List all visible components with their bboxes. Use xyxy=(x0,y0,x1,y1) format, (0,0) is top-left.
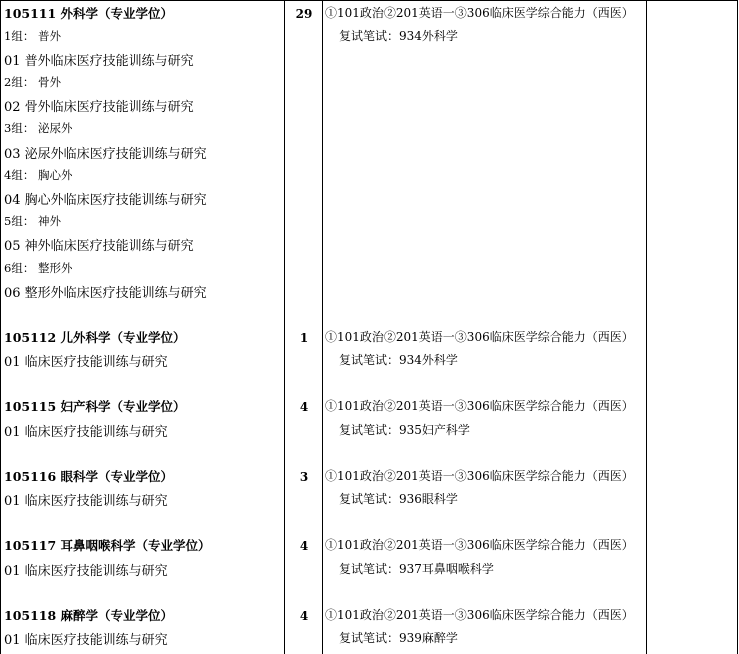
exam-subjects: ①101政治②201英语一③306临床医学综合能力（西医） xyxy=(325,399,634,413)
group-label: 3组： 泌尿外 xyxy=(4,121,73,135)
exam-subjects: ①101政治②201英语一③306临床医学综合能力（西医） xyxy=(325,608,634,622)
research-direction: 01 临床医疗技能训练与研究 xyxy=(4,564,168,579)
group-label: 2组： 骨外 xyxy=(4,75,61,89)
research-direction: 04 胸心外临床医疗技能训练与研究 xyxy=(4,193,207,208)
group-label: 5组： 神外 xyxy=(4,214,61,228)
enrollment-count: 1 xyxy=(299,331,309,345)
program-title: 105116 眼科学（专业学位） xyxy=(4,469,174,484)
program-title: 105115 妇产科学（专业学位） xyxy=(4,399,186,414)
retest-subject: 复试笔试：936眼科学 xyxy=(339,492,458,506)
exam-subjects: ①101政治②201英语一③306临床医学综合能力（西医） xyxy=(325,330,634,344)
table-border-left xyxy=(0,0,1,654)
enrollment-count: 4 xyxy=(299,400,309,414)
table-border-top xyxy=(0,0,738,1)
retest-subject: 复试笔试：934外科学 xyxy=(339,29,458,43)
table-border-right xyxy=(737,0,738,654)
column-divider-3 xyxy=(646,0,647,654)
enrollment-count: 3 xyxy=(299,470,309,484)
program-title: 105117 耳鼻咽喉科学（专业学位） xyxy=(4,538,211,553)
research-direction: 02 骨外临床医疗技能训练与研究 xyxy=(4,100,194,115)
enrollment-count: 4 xyxy=(299,539,309,553)
research-direction: 01 临床医疗技能训练与研究 xyxy=(4,425,168,440)
research-direction: 01 临床医疗技能训练与研究 xyxy=(4,355,168,370)
research-direction: 05 神外临床医疗技能训练与研究 xyxy=(4,239,194,254)
retest-subject: 复试笔试：935妇产科学 xyxy=(339,423,470,437)
retest-subject: 复试笔试：934外科学 xyxy=(339,353,458,367)
exam-subjects: ①101政治②201英语一③306临床医学综合能力（西医） xyxy=(325,538,634,552)
research-direction: 03 泌尿外临床医疗技能训练与研究 xyxy=(4,147,207,162)
group-label: 1组： 普外 xyxy=(4,29,61,43)
enrollment-count: 29 xyxy=(295,7,313,21)
enrollment-count: 4 xyxy=(299,609,309,623)
column-divider-1 xyxy=(284,0,285,654)
research-direction: 01 普外临床医疗技能训练与研究 xyxy=(4,54,194,69)
retest-subject: 复试笔试：937耳鼻咽喉科学 xyxy=(339,562,494,576)
column-divider-2 xyxy=(322,0,323,654)
exam-subjects: ①101政治②201英语一③306临床医学综合能力（西医） xyxy=(325,6,634,20)
exam-subjects: ①101政治②201英语一③306临床医学综合能力（西医） xyxy=(325,469,634,483)
retest-subject: 复试笔试：939麻醉学 xyxy=(339,631,458,645)
group-label: 4组： 胸心外 xyxy=(4,168,73,182)
program-title: 105118 麻醉学（专业学位） xyxy=(4,608,174,623)
group-label: 6组： 整形外 xyxy=(4,261,73,275)
research-direction: 06 整形外临床医疗技能训练与研究 xyxy=(4,286,207,301)
program-title: 105111 外科学（专业学位） xyxy=(4,6,174,21)
research-direction: 01 临床医疗技能训练与研究 xyxy=(4,494,168,509)
program-title: 105112 儿外科学（专业学位） xyxy=(4,330,186,345)
research-direction: 01 临床医疗技能训练与研究 xyxy=(4,633,168,648)
